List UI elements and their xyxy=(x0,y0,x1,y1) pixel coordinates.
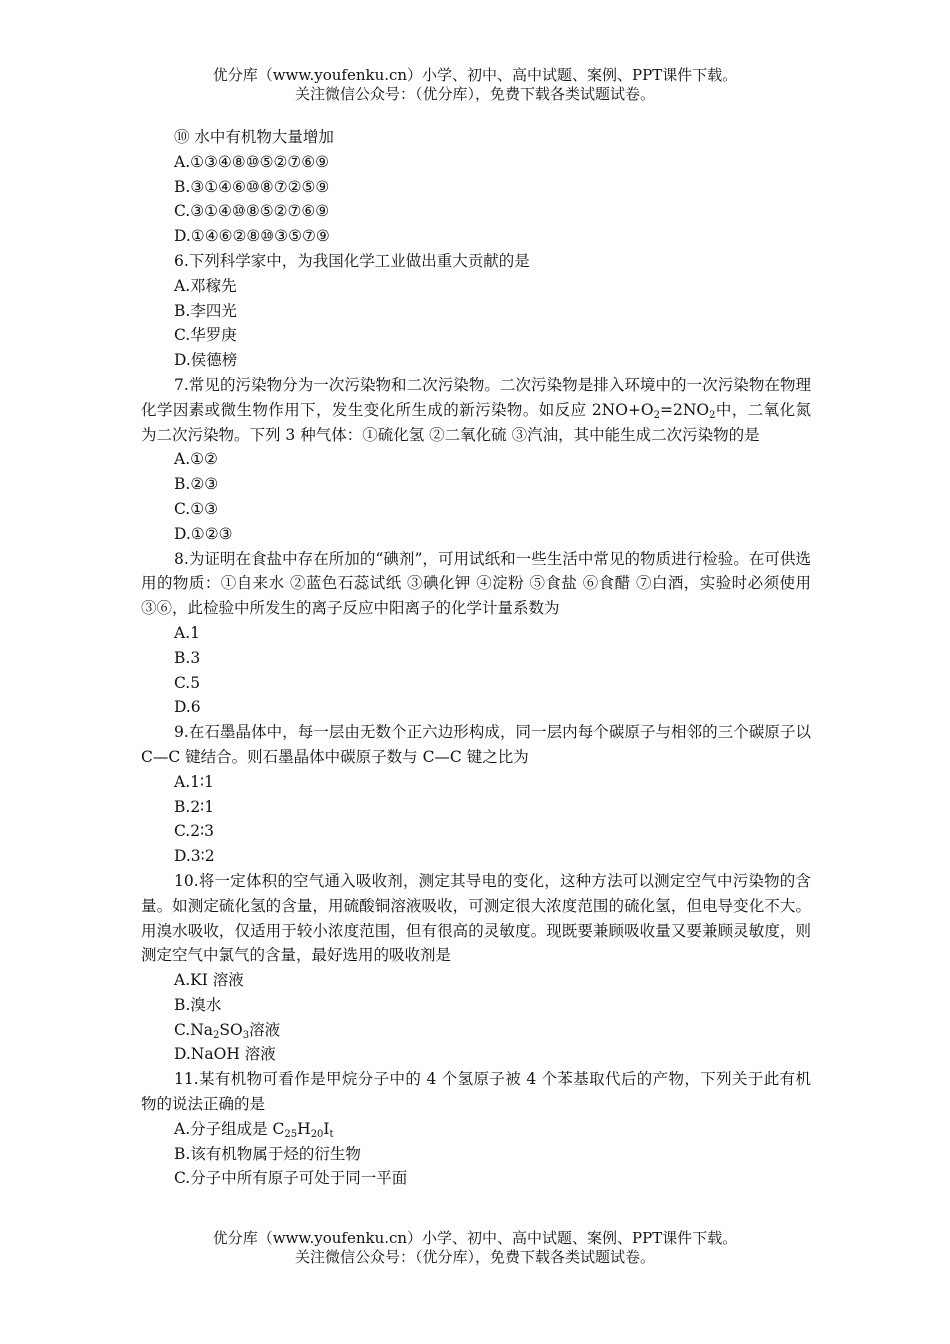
q10-option-c-subscript-2: 3 xyxy=(242,1029,250,1041)
q11-option-a-part-1: A.分子组成是 C xyxy=(174,1119,285,1138)
question-content xyxy=(141,125,811,1191)
q6-option-d: D.侯德榜 xyxy=(174,351,238,370)
header-line-2: 关注微信公众号：（优分库），免费下载各类试题试卷。 xyxy=(294,85,655,103)
footer-line-2: 关注微信公众号：（优分库），免费下载各类试题试卷。 xyxy=(294,1248,655,1266)
q11-option-a xyxy=(141,1117,811,1142)
q7-subscript-1: 2 xyxy=(653,409,661,421)
q10-option-b: B.溴水 xyxy=(174,995,222,1014)
q11-option-a-subscript-3: t xyxy=(329,1128,334,1140)
q7-stem-part-2: =2NO xyxy=(660,400,710,419)
q9-option-b: B.2∶1 xyxy=(174,797,215,816)
page-header xyxy=(0,66,950,104)
q7-option-b: B.②③ xyxy=(174,475,219,494)
q11-option-c: C.分子中所有原子可处于同一平面 xyxy=(174,1169,408,1188)
q6-stem: 6.下列科学家中，为我国化学工业做出重大贡献的是 xyxy=(174,251,530,270)
q11-option-a-part-2: H xyxy=(297,1119,311,1138)
q5-option-a: A.①③④⑧⑩⑤②⑦⑥⑨ xyxy=(174,152,330,171)
q7-subscript-2: 2 xyxy=(709,409,716,421)
q10-option-d: D.NaOH 溶液 xyxy=(174,1045,276,1064)
q5-option-b: B.③①④⑥⑩⑧⑦②⑤⑨ xyxy=(174,177,330,196)
q6-option-b: B.李四光 xyxy=(174,301,237,320)
q5-item-10: ⑩ 水中有机物大量增加 xyxy=(174,128,334,146)
q10-option-a: A.KI 溶液 xyxy=(174,971,244,990)
q7-stem xyxy=(141,373,811,447)
q11-option-a-part-3: I xyxy=(323,1119,330,1138)
q10-stem: 10.将一定体积的空气通入吸收剂，测定其导电的变化，这种方法可以测定空气中污染物的含量。如测定硫化氢的含量，用硫酸铜溶液吸收，可测定很大浓度范围的硫化氢，但电导变化不大。用溴水吸收，仅适用于较小浓度范围，但有很高的灵敏度。现既要兼顾吸收量又要兼顾灵敏度，则测定空气中氯气的含量，最好选用的吸收剂是 xyxy=(141,871,811,965)
q5-option-c: C.③①④⑩⑧⑤②⑦⑥⑨ xyxy=(174,202,330,221)
q8-stem: 8.为证明在食盐中存在所加的“碘剂”，可用试纸和一些生活中常见的物质进行检验。在可供选用的物质：①自来水 ②蓝色石蕊试纸 ③碘化钾 ④淀粉 ⑤食盐 ⑥食醋 ⑦白酒，实验时必须使用③⑥，此检验中所发生的离子反应中阳离子的化学计量系数为 xyxy=(141,549,811,618)
q8-option-c: C.5 xyxy=(174,673,201,692)
q10-option-c-part-1: C.Na xyxy=(174,1020,214,1039)
q11-option-a-subscript-2: 20 xyxy=(310,1128,324,1140)
q10-option-c-subscript-1: 2 xyxy=(213,1029,220,1041)
q7-option-a: A.①② xyxy=(174,450,218,469)
q9-stem: 9.在石墨晶体中，每一层由无数个正六边形构成，同一层内每个碳原子与相邻的三个碳原子以 C—C 键结合。则石墨晶体中碳原子数与 C—C 键之比为 xyxy=(141,723,811,766)
footer-line-1: 优分库（www.youfenku.cn）小学、初中、高中试题、案例、PPT课件下载。 xyxy=(212,1229,738,1247)
q9-option-d: D.3∶2 xyxy=(174,847,215,866)
q10-option-c-part-3: 溶液 xyxy=(249,1020,281,1039)
q7-stem-part-1: 7.常见的污染物分为一次污染物和二次污染物。二次污染物是排入环境中的一次污染物在物理化学因素或微生物作用下，发生变化所生成的新污染物。如反应 2NO+O xyxy=(141,375,811,419)
q8-option-a: A.1 xyxy=(174,623,200,642)
q10-option-c-part-2: SO xyxy=(219,1020,243,1039)
q6-option-c: C.华罗庚 xyxy=(174,326,237,345)
header-line-1: 优分库（www.youfenku.cn）小学、初中、高中试题、案例、PPT课件下载。 xyxy=(212,66,738,84)
q9-option-c: C.2∶3 xyxy=(174,822,214,841)
q8-option-b: B.3 xyxy=(174,648,201,667)
q7-option-c: C.①③ xyxy=(174,499,219,518)
q10-option-c xyxy=(141,1018,811,1043)
q11-option-a-subscript-1: 25 xyxy=(284,1128,298,1140)
q7-option-d: D.①②③ xyxy=(174,524,233,543)
q7-stem-part-3: 中，二氧化氮为二次污染物。下列 3 种气体：①硫化氢 ②二氧化硫 ③汽油，其中能生成二次污染物的是 xyxy=(141,400,811,444)
q8-option-d: D.6 xyxy=(174,698,201,717)
q11-option-b: B.该有机物属于烃的衍生物 xyxy=(174,1144,361,1163)
page-footer xyxy=(0,1229,950,1267)
q9-option-a: A.1∶1 xyxy=(174,772,214,791)
q6-option-a: A.邓稼先 xyxy=(174,276,237,295)
q5-option-d: D.①④⑥②⑧⑩③⑤⑦⑨ xyxy=(174,227,330,246)
q11-stem: 11.某有机物可看作是甲烷分子中的 4 个氢原子被 4 个苯基取代后的产物，下列关于此有机物的说法正确的是 xyxy=(141,1070,811,1114)
